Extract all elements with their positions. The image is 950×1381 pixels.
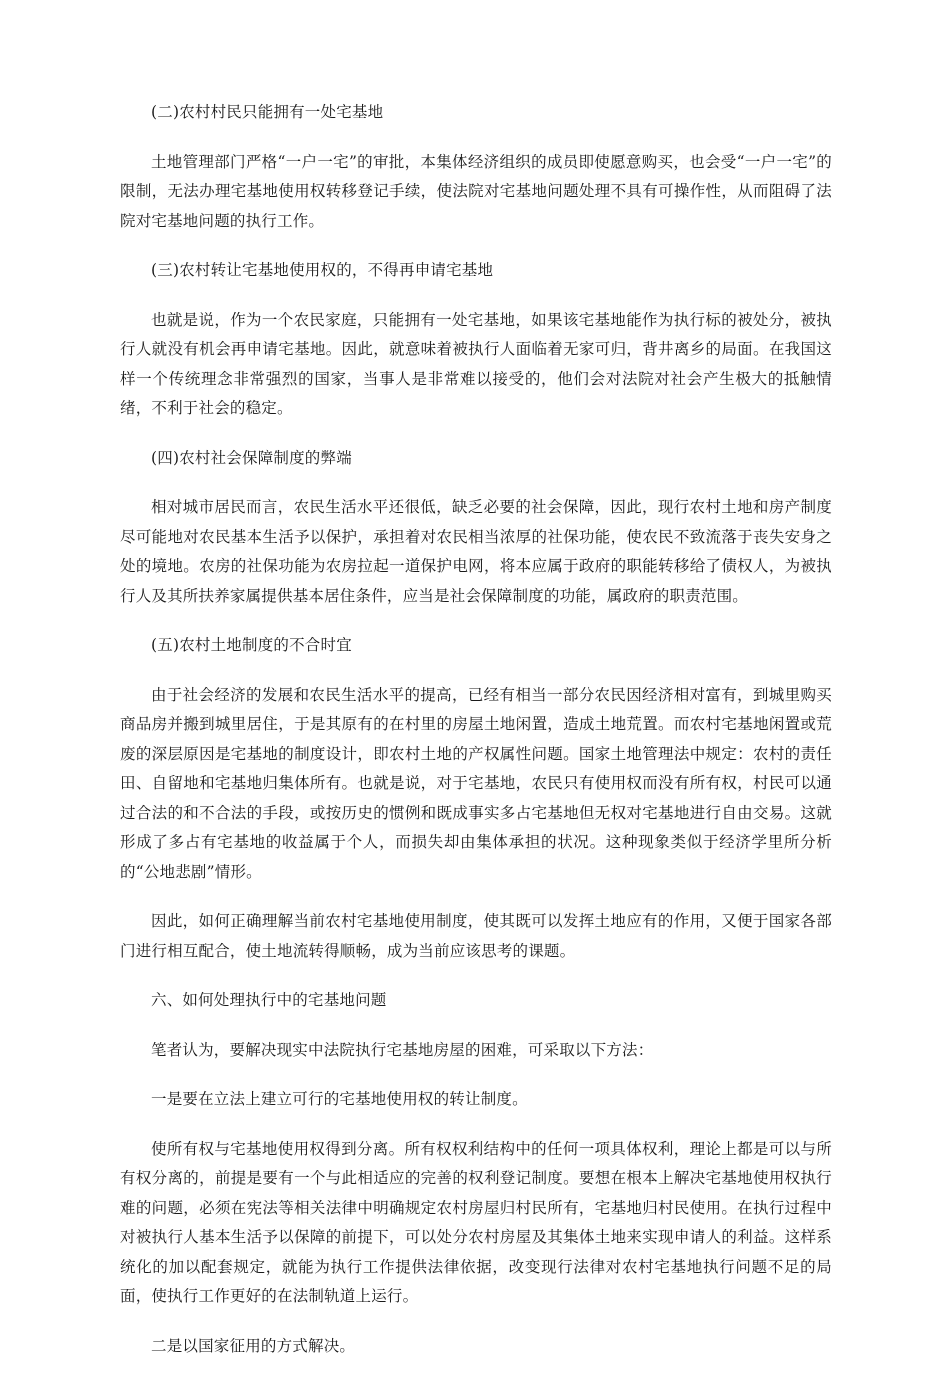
section-heading-5: (五)农村土地制度的不合时宜 [151, 636, 352, 654]
section-heading-3: (三)农村转让宅基地使用权的，不得再申请宅基地 [151, 261, 494, 279]
section-heading-2: (二)农村村民只能拥有一处宅基地 [151, 103, 384, 121]
paragraph: 土地管理部门严格“一户一宅”的审批，本集体经济组织的成员即使愿意购买，也会受“一户一宅”的限制，无法办理宅基地使用权转移登记手续，使法院对宅基地问题处理不具有可操作性，从而阻碍了法院对宅基地问题的执行工作。 [120, 152, 832, 230]
paragraph: 因此，如何正确理解当前农村宅基地使用制度，使其既可以发挥土地应有的作用，又便于国家各部门进行相互配合，使土地流转得顺畅，成为当前应该思考的课题。 [120, 912, 832, 960]
paragraph: 笔者认为，要解决现实中法院执行宅基地房屋的困难，可采取以下方法： [151, 1040, 654, 1059]
document-body [120, 98, 832, 1381]
paragraph: 一是要在立法上建立可行的宅基地使用权的转让制度。 [151, 1090, 528, 1108]
paragraph: 二是以国家征用的方式解决。 [151, 1336, 356, 1355]
paragraph: 也就是说，作为一个农民家庭，只能拥有一处宅基地，如果该宅基地能作为执行标的被处分，被执行人就没有机会再申请宅基地。因此，就意味着被执行人面临着无家可归，背井离乡的局面。在我国这样一个传统理念非常强烈的国家，当事人是非常难以接受的，他们会对法院对社会产生极大的抵触情绪，不利于社会的稳定。 [120, 310, 832, 417]
paragraph: 由于社会经济的发展和农民生活水平的提高，已经有相当一部分农民因经济相对富有，到城里购买商品房并搬到城里居住，于是其原有的在村里的房屋土地闲置，造成土地荒置。而农村宅基地闲置或荒废的深层原因是宅基地的制度设计，即农村土地的产权属性问题。国家土地管理法中规定：农村的责任田、自留地和宅基地归集体所有。也就是说，对于宅基地，农民只有使用权而没有所有权，村民可以通过合法的和不合法的手段，或按历史的惯例和既成事实多占宅基地但无权对宅基地进行自由交易。这就形成了多占有宅基地的收益属于个人，而损失却由集体承担的状况。这种现象类似于经济学里所分析的“公地悲剧”情形。 [120, 685, 832, 881]
section-heading-6: 六、如何处理执行中的宅基地问题 [151, 991, 387, 1009]
section-heading-4: (四)农村社会保障制度的弊端 [151, 448, 352, 467]
paragraph: 使所有权与宅基地使用权得到分离。所有权权利结构中的任何一项具体权利，理论上都是可以与所有权分离的，前提是要有一个与此相适应的完善的权利登记制度。要想在根本上解决宅基地使用权执行难的问题，必须在宪法等相关法律中明确规定农村房屋归村民所有，宅基地归村民使用。在执行过程中对被执行人基本生活予以保障的前提下，可以处分农村房屋及其集体土地来实现申请人的利益。这样系统化的加以配套规定，就能为执行工作提供法律依据，改变现行法律对农村宅基地执行问题不足的局面，使执行工作更好的在法制轨道上运行。 [120, 1139, 832, 1305]
paragraph: 相对城市居民而言，农民生活水平还很低，缺乏必要的社会保障，因此，现行农村土地和房产制度尽可能地对农民基本生活予以保护，承担着对农民相当浓厚的社保功能，使农民不致流落于丧失安身之处的境地。农房的社保功能为农房拉起一道保护电网，将本应属于政府的职能转移给了债权人，为被执行人及其所扶养家属提供基本居住条件，应当是社会保障制度的功能，属政府的职责范围。 [120, 498, 832, 605]
